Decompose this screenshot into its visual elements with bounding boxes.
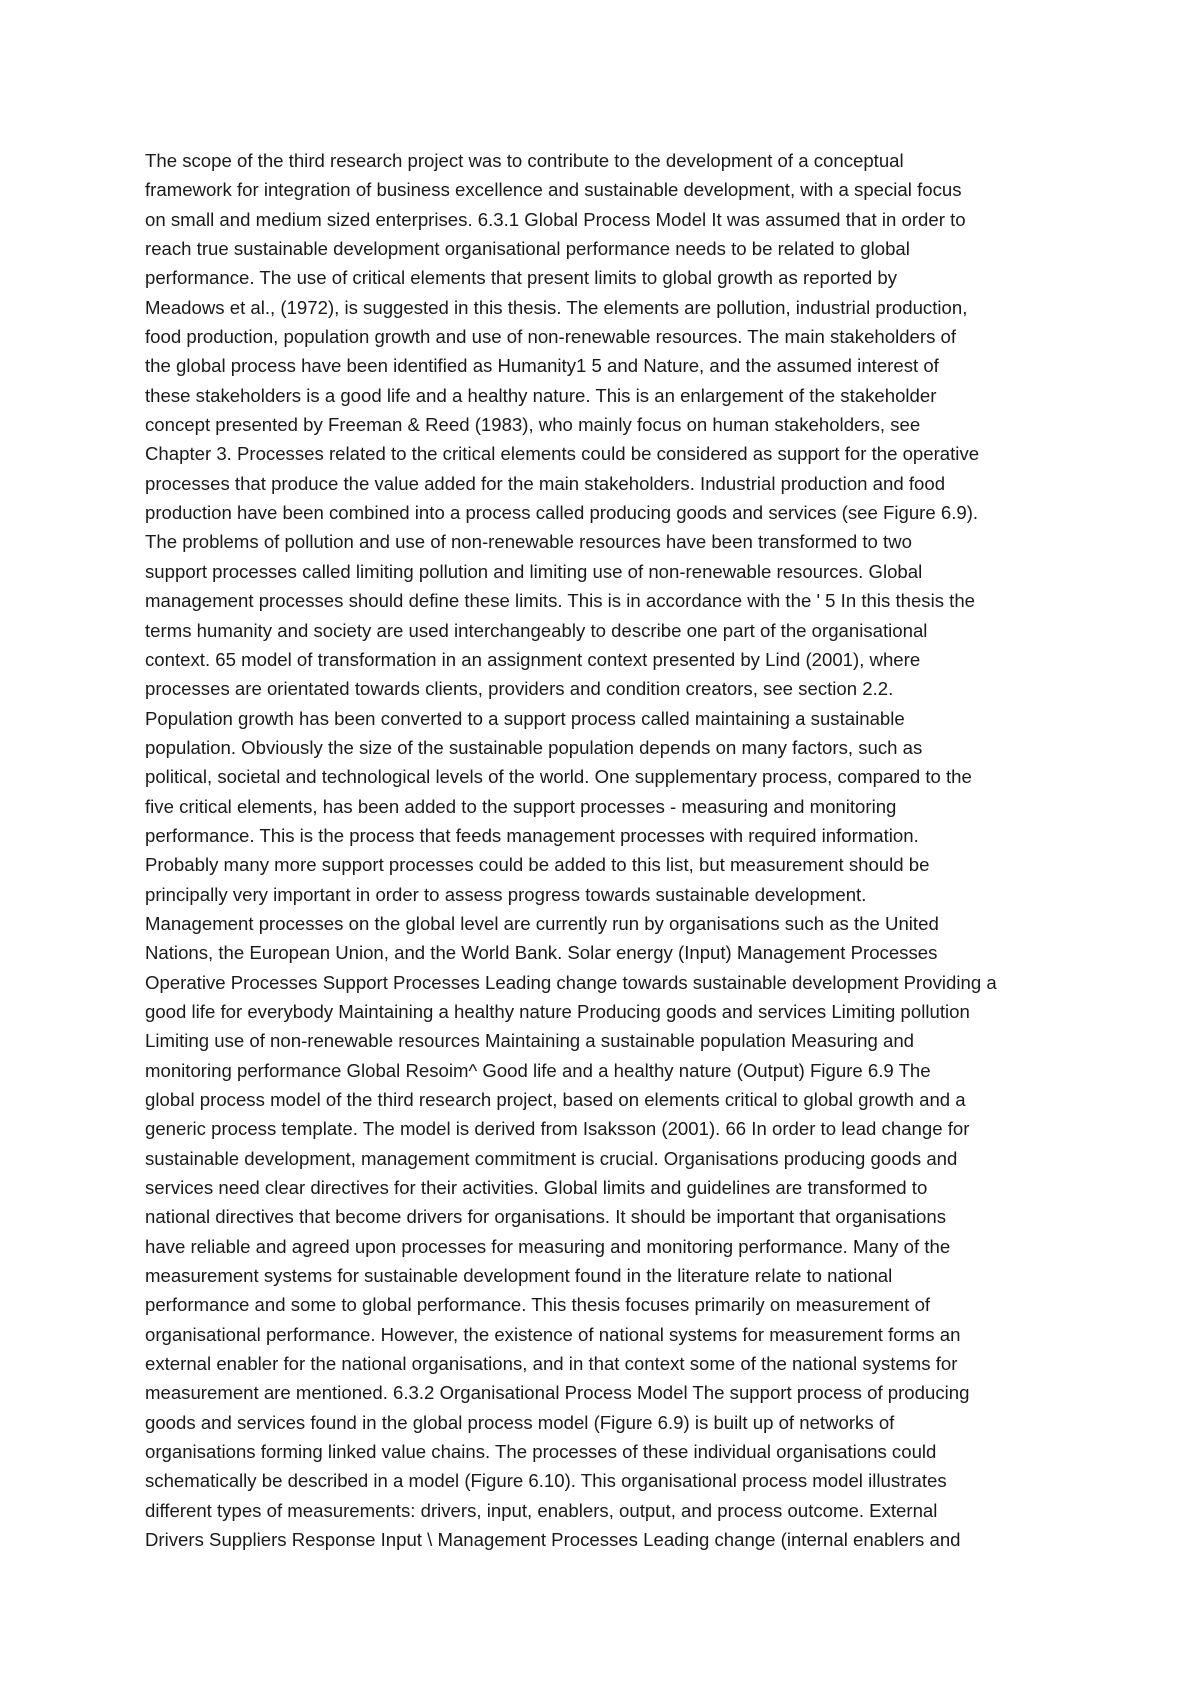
text-line: political, societal and technological levels of the world. One supplementary process, compared to the [145, 766, 972, 788]
text-line: Nations, the European Union, and the World Bank. Solar energy (Input) Management Processes [145, 942, 938, 964]
text-line: monitoring performance Global Resoim^ Good life and a healthy nature (Output) Figure 6.9 The [145, 1059, 931, 1081]
text-line: five critical elements, has been added to the support processes - measuring and monitoring [145, 795, 897, 817]
text-line: terms humanity and society are used interchangeably to describe one part of the organisational [145, 619, 928, 641]
text-line: schematically be described in a model (Figure 6.10). This organisational process model illustrates [145, 1470, 947, 1492]
text-line: good life for everybody Maintaining a healthy nature Producing goods and services Limiting pollution [145, 1000, 970, 1022]
body-paragraph [145, 146, 1085, 1555]
text-line: external enabler for the national organisations, and in that context some of the national systems for [145, 1353, 958, 1375]
text-line: framework for integration of business excellence and sustainable development, with a special focus [145, 179, 962, 201]
text-line: processes are orientated towards clients, providers and condition creators, see section 2.2. [145, 678, 894, 700]
text-line: Limiting use of non-renewable resources Maintaining a sustainable population Measuring and [145, 1030, 915, 1052]
text-line: organisational performance. However, the existence of national systems for measurement forms an [145, 1323, 961, 1345]
text-line: national directives that become drivers for organisations. It should be important that organisations [145, 1206, 947, 1228]
text-line: the global process have been identified as Humanity1 5 and Nature, and the assumed interest of [145, 355, 939, 377]
text-line: services need clear directives for their activities. Global limits and guidelines are transformed to [145, 1177, 928, 1199]
text-line: reach true sustainable development organisational performance needs to be related to global [145, 238, 910, 260]
text-line: Management processes on the global level are currently run by organisations such as the United [145, 912, 939, 934]
text-line: The problems of pollution and use of non-renewable resources have been transformed to two [145, 531, 912, 553]
text-line: support processes called limiting pollution and limiting use of non-renewable resources. Global [145, 560, 923, 582]
text-line: global process model of the third research project, based on elements critical to global growth and a [145, 1089, 966, 1110]
text-line: Probably many more support processes could be added to this list, but measurement should be [145, 854, 930, 876]
text-line: Population growth has been converted to a support process called maintaining a sustainable [145, 707, 905, 729]
text-line: Drivers Suppliers Response Input \ Management Processes Leading change (internal enablers and [145, 1529, 961, 1551]
text-line: The scope of the third research project was to contribute to the development of a conceptual [145, 150, 904, 171]
text-line: organisations forming linked value chains. The processes of these individual organisations could [145, 1441, 937, 1463]
text-line: population. Obviously the size of the sustainable population depends on many factors, such as [145, 736, 923, 758]
text-line: Chapter 3. Processes related to the critical elements could be considered as support for the operative [145, 443, 980, 465]
text-line: Meadows et al., (1972), is suggested in this thesis. The elements are pollution, industrial production, [145, 296, 968, 318]
text-line: performance and some to global performance. This thesis focuses primarily on measurement of [145, 1294, 931, 1316]
text-line: Operative Processes Support Processes Leading change towards sustainable development Providing a [145, 971, 997, 993]
text-line: performance. This is the process that feeds management processes with required information. [145, 824, 919, 846]
text-line: production have been combined into a process called producing goods and services (see Figure 6.9). [145, 502, 979, 524]
text-line: measurement systems for sustainable development found in the literature relate to national [145, 1265, 893, 1287]
text-line: have reliable and agreed upon processes for measuring and monitoring performance. Many of the [145, 1235, 951, 1257]
text-line: processes that produce the value added for the main stakeholders. Industrial production and food [145, 472, 946, 494]
text-line: sustainable development, management commitment is crucial. Organisations producing goods and [145, 1147, 958, 1169]
text-line: principally very important in order to assess progress towards sustainable development. [145, 883, 867, 905]
text-line: on small and medium sized enterprises. 6.3.1 Global Process Model It was assumed that in order to [145, 208, 966, 230]
text-line: measurement are mentioned. 6.3.2 Organisational Process Model The support process of producing [145, 1382, 970, 1404]
text-line: context. 65 model of transformation in an assignment context presented by Lind (2001), where [145, 648, 921, 670]
text-line: these stakeholders is a good life and a healthy nature. This is an enlargement of the stakeholder [145, 384, 937, 406]
text-line: generic process template. The model is derived from Isaksson (2001). 66 In order to lead change for [145, 1118, 970, 1140]
text-line: goods and services found in the global process model (Figure 6.9) is built up of networks of [145, 1411, 895, 1433]
text-line: food production, population growth and use of non-renewable resources. The main stakeholders of [145, 326, 957, 348]
text-line: concept presented by Freeman & Reed (1983), who mainly focus on human stakeholders, see [145, 414, 921, 436]
text-line: performance. The use of critical elements that present limits to global growth as reported by [145, 267, 898, 289]
text-line: different types of measurements: drivers, input, enablers, output, and process outcome. External [145, 1499, 938, 1521]
text-line: management processes should define these limits. This is in accordance with the ' 5 In this thesis the [145, 590, 976, 612]
